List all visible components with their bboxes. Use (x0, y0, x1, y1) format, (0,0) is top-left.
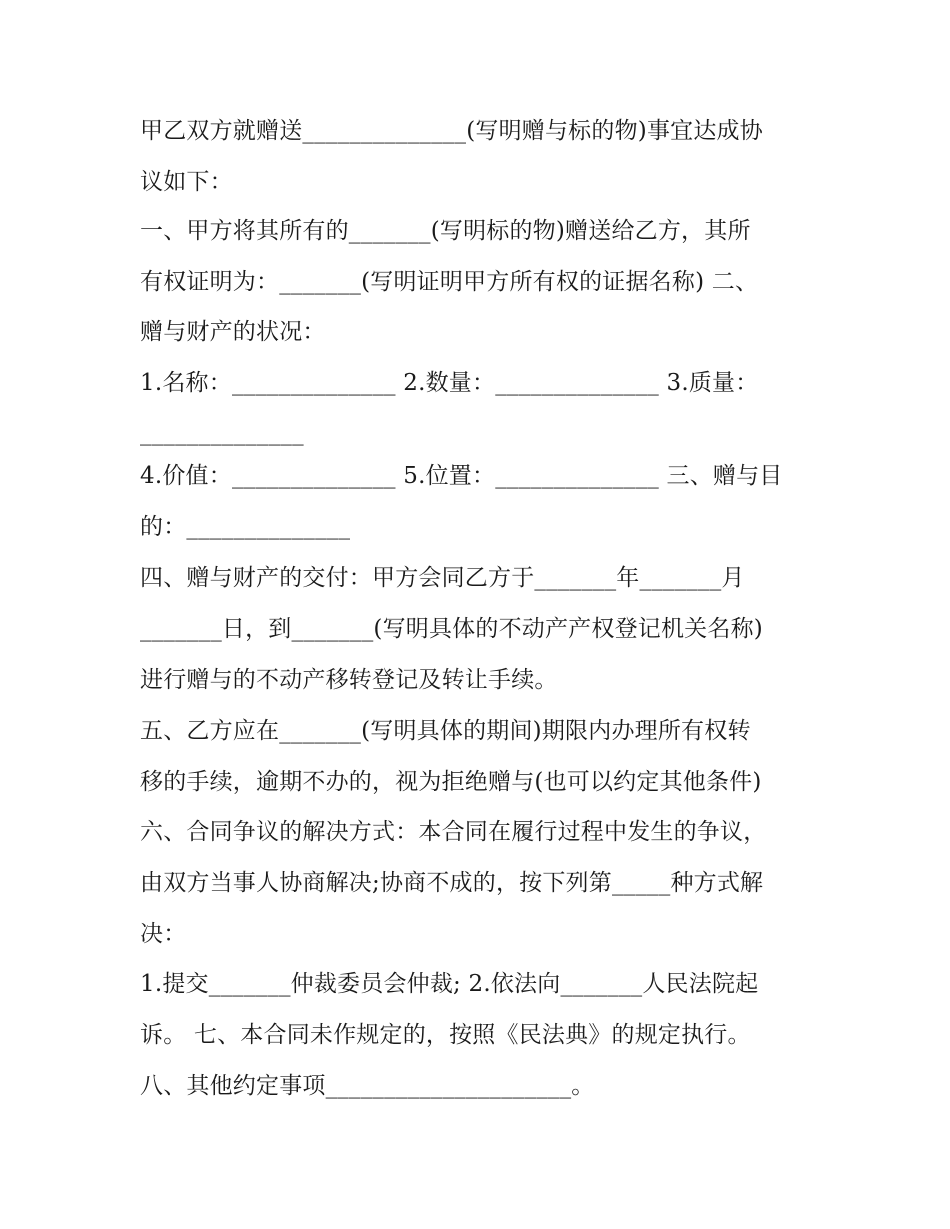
text-line: 4.价值：______________ 5.位置：______________ 三、赠与目 (140, 463, 783, 489)
text-line: 五、乙方应在_______(写明具体的期间)期限内办理所有权转 (140, 718, 751, 744)
text-line: 决： (140, 921, 187, 947)
text-line: _______日，到_______(写明具体的不动产产权登记机关名称) (140, 616, 763, 642)
text-line: 有权证明为：_______(写明证明甲方所有权的证据名称) 二、 (140, 269, 759, 295)
text-line: 诉。 七、本合同未作规定的，按照《民法典》的规定执行。 (140, 1022, 751, 1048)
text-line: 八、其他约定事项_____________________。 (140, 1073, 595, 1099)
text-line: 一、甲方将其所有的_______(写明标的物)赠送给乙方，其所 (140, 218, 751, 244)
text-line: 议如下： (140, 169, 233, 195)
text-line: 赠与财产的状况： (140, 319, 326, 345)
text-line: ______________ (140, 420, 304, 446)
text-line: 进行赠与的不动产移转登记及转让手续。 (140, 667, 558, 693)
text-line: 甲乙双方就赠送______________(写明赠与标的物)事宜达成协 (140, 118, 763, 144)
text-line: 1.名称：______________ 2.数量：______________ 3.质量： (140, 370, 759, 396)
text-line: 四、赠与财产的交付：甲方会同乙方于_______年_______月 (140, 565, 745, 591)
text-line: 1.提交_______仲裁委员会仲裁; 2.依法向_______人民法院起 (140, 971, 759, 997)
text-line: 六、合同争议的解决方式：本合同在履行过程中发生的争议， (140, 819, 767, 845)
text-line: 的：______________ (140, 514, 351, 540)
text-line: 移的手续，逾期不办的，视为拒绝赠与(也可以约定其他条件) (140, 769, 762, 795)
text-line: 由双方当事人协商解决;协商不成的，按下列第_____种方式解 (140, 870, 764, 896)
